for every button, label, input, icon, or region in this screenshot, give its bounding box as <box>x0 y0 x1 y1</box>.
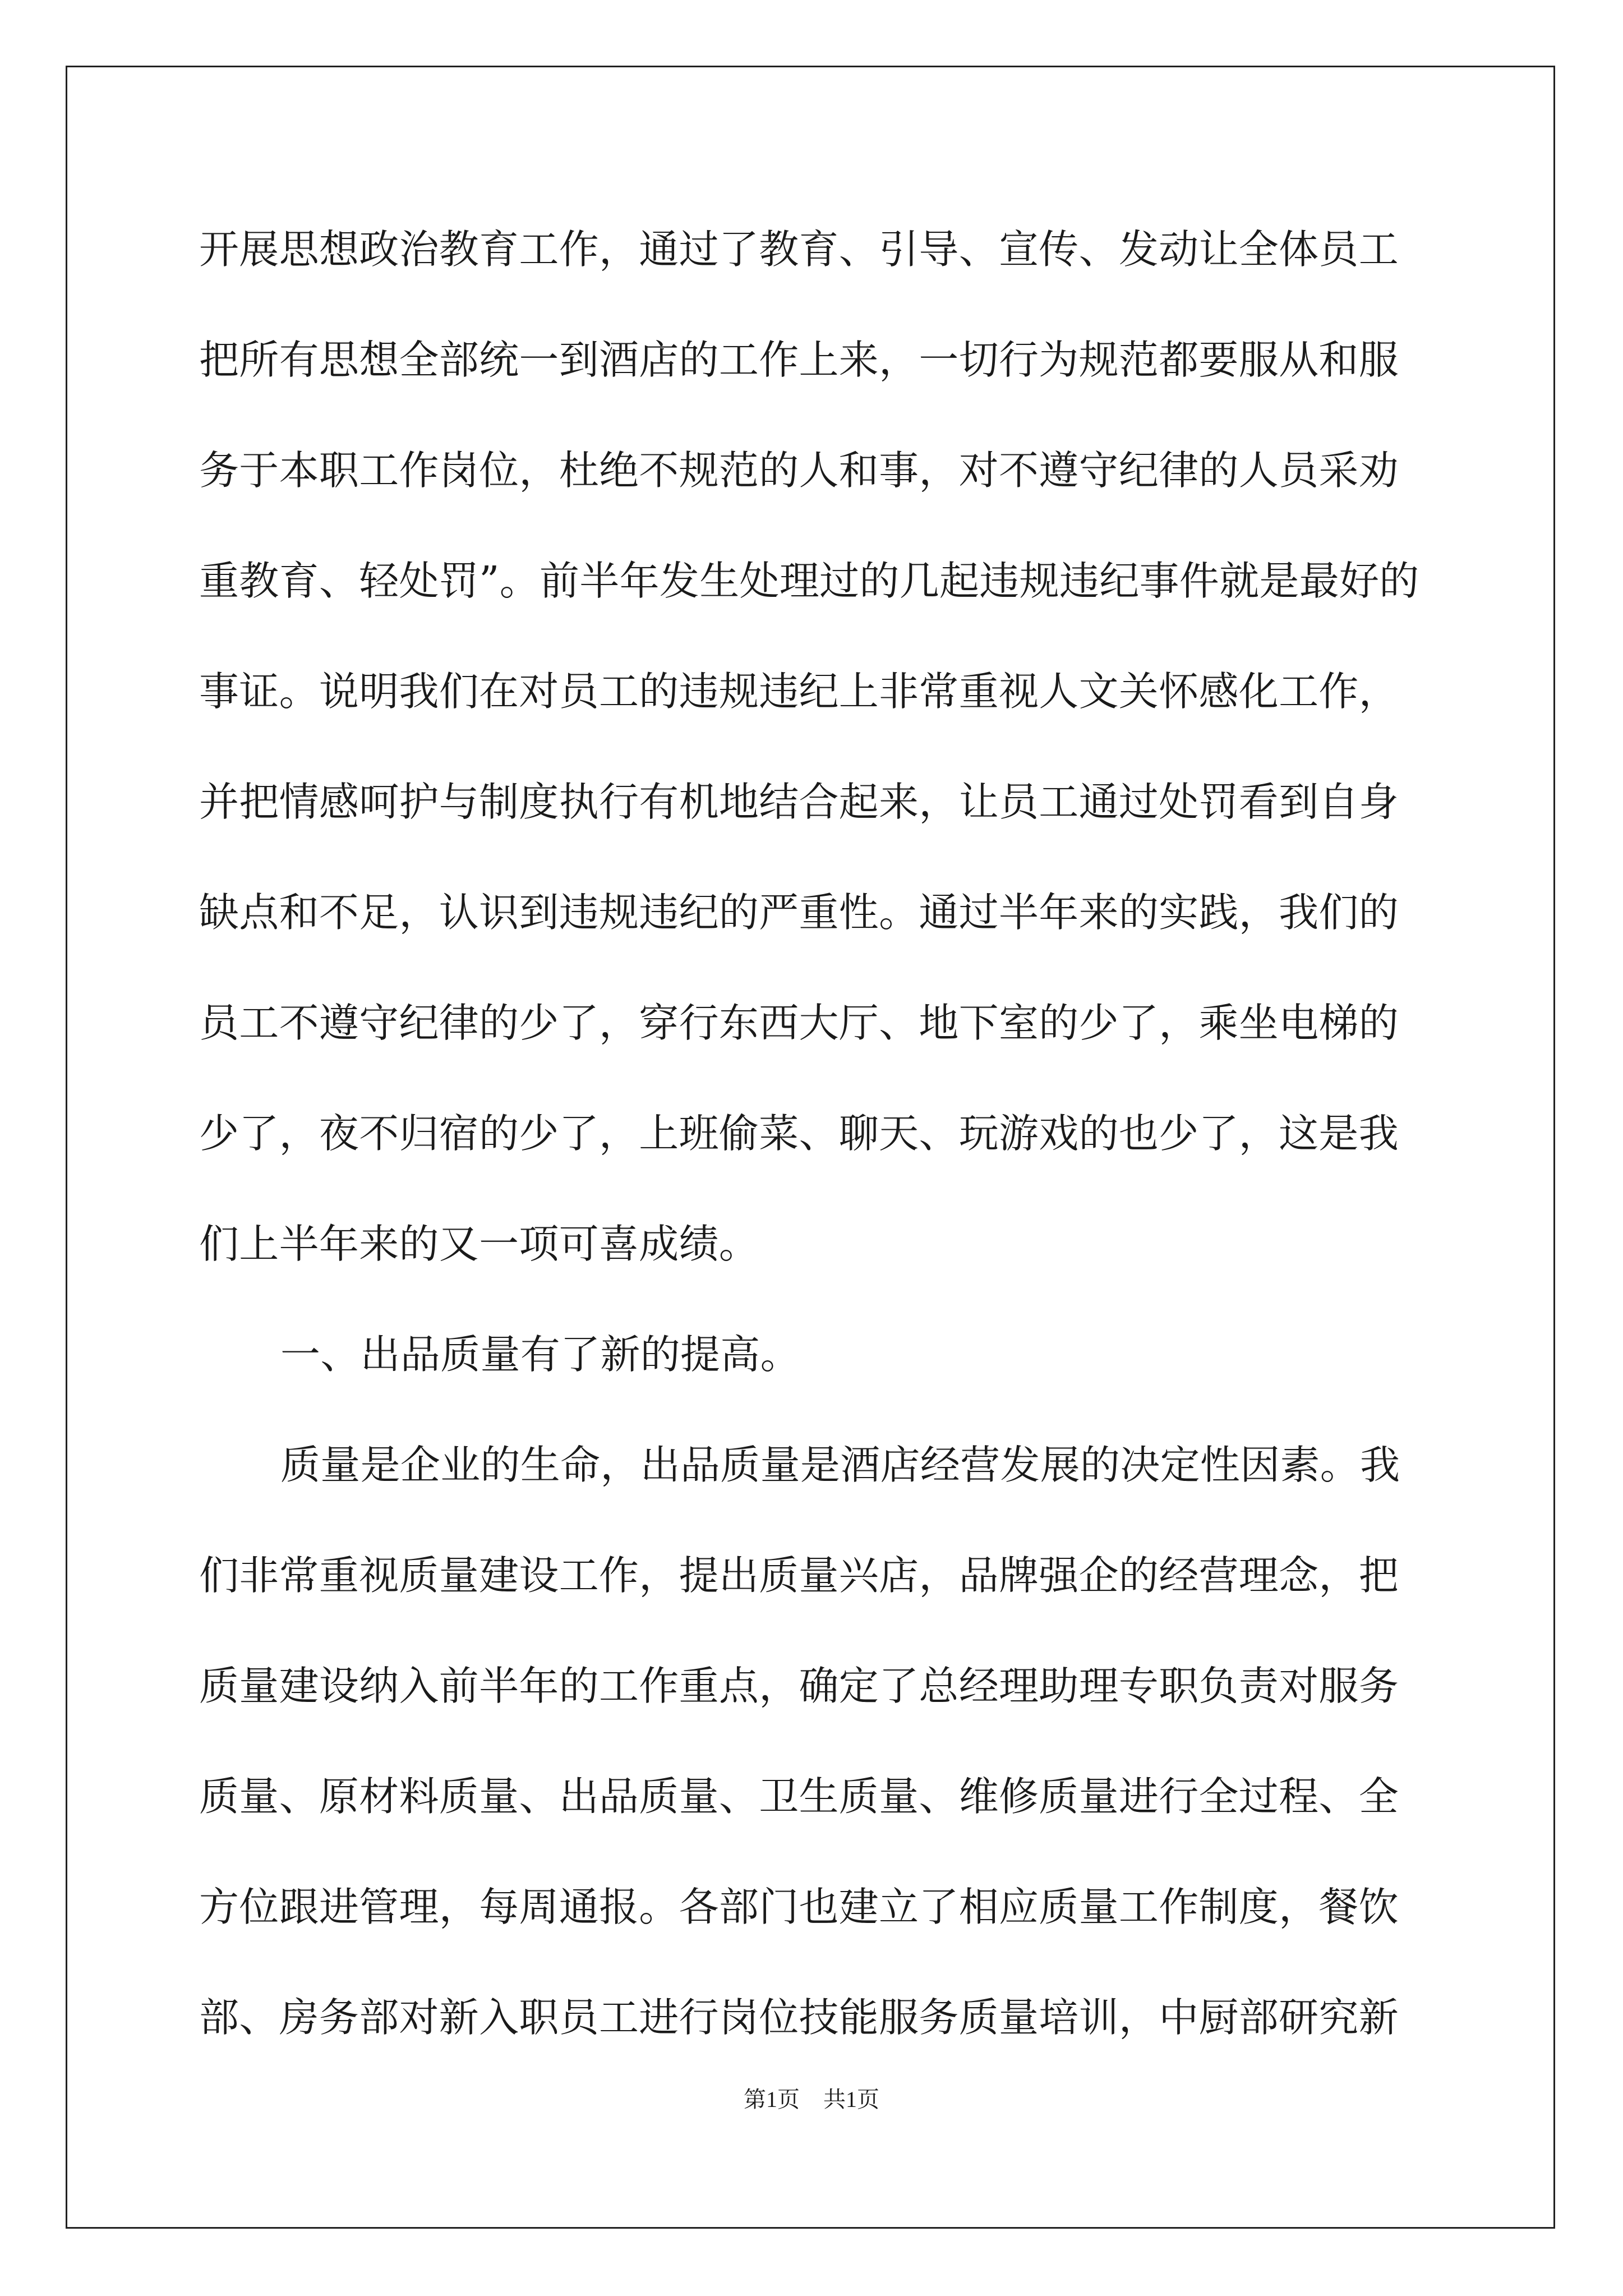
text-line: 质量是企业的生命，出品质量是酒店经营发展的决定性因素。我 <box>280 1442 1400 1488</box>
text-line: 重教育、轻处罚”。前半年发生处理过的几起违规违纪事件就是最好的 <box>199 558 1419 604</box>
page-footer <box>0 2084 1623 2115</box>
text-line: 们非常重视质量建设工作，提出质量兴店，品牌强企的经营理念，把 <box>199 1552 1399 1599</box>
text-line: 们上半年来的又一项可喜成绩。 <box>199 1221 759 1267</box>
text-line: 质量、原材料质量、出品质量、卫生质量、维修质量进行全过程、全 <box>199 1773 1399 1820</box>
section-heading: 一、出品质量有了新的提高。 <box>280 1331 800 1378</box>
text-line: 员工不遵守纪律的少了，穿行东西大厅、地下室的少了，乘坐电梯的 <box>199 1000 1399 1046</box>
text-line: 质量建设纳入前半年的工作重点，确定了总经理助理专职负责对服务 <box>199 1663 1399 1709</box>
text-line: 并把情感呵护与制度执行有机地结合起来，让员工通过处罚看到自身 <box>199 779 1399 825</box>
text-line: 务于本职工作岗位，杜绝不规范的人和事，对不遵守纪律的人员采劝 <box>199 447 1399 494</box>
text-line: 事证。说明我们在对员工的违规违纪上非常重视人文关怀感化工作， <box>199 668 1399 715</box>
text-line: 部、房务部对新入职员工进行岗位技能服务质量培训，中厨部研究新 <box>199 1994 1399 2041</box>
text-line: 缺点和不足，认识到违规违纪的严重性。通过半年来的实践，我们的 <box>199 889 1399 936</box>
page-total: 共1页 <box>823 2087 879 2112</box>
text-line: 开展思想政治教育工作，通过了教育、引导、宣传、发动让全体员工 <box>199 226 1399 273</box>
page-number: 第1页 <box>744 2087 800 2112</box>
text-line: 把所有思想全部统一到酒店的工作上来，一切行为规范都要服从和服 <box>199 337 1399 383</box>
text-line: 少了，夜不归宿的少了，上班偷菜、聊天、玩游戏的也少了，这是我 <box>199 1110 1399 1157</box>
text-line: 方位跟进管理，每周通报。各部门也建立了相应质量工作制度，餐饮 <box>199 1884 1399 1930</box>
